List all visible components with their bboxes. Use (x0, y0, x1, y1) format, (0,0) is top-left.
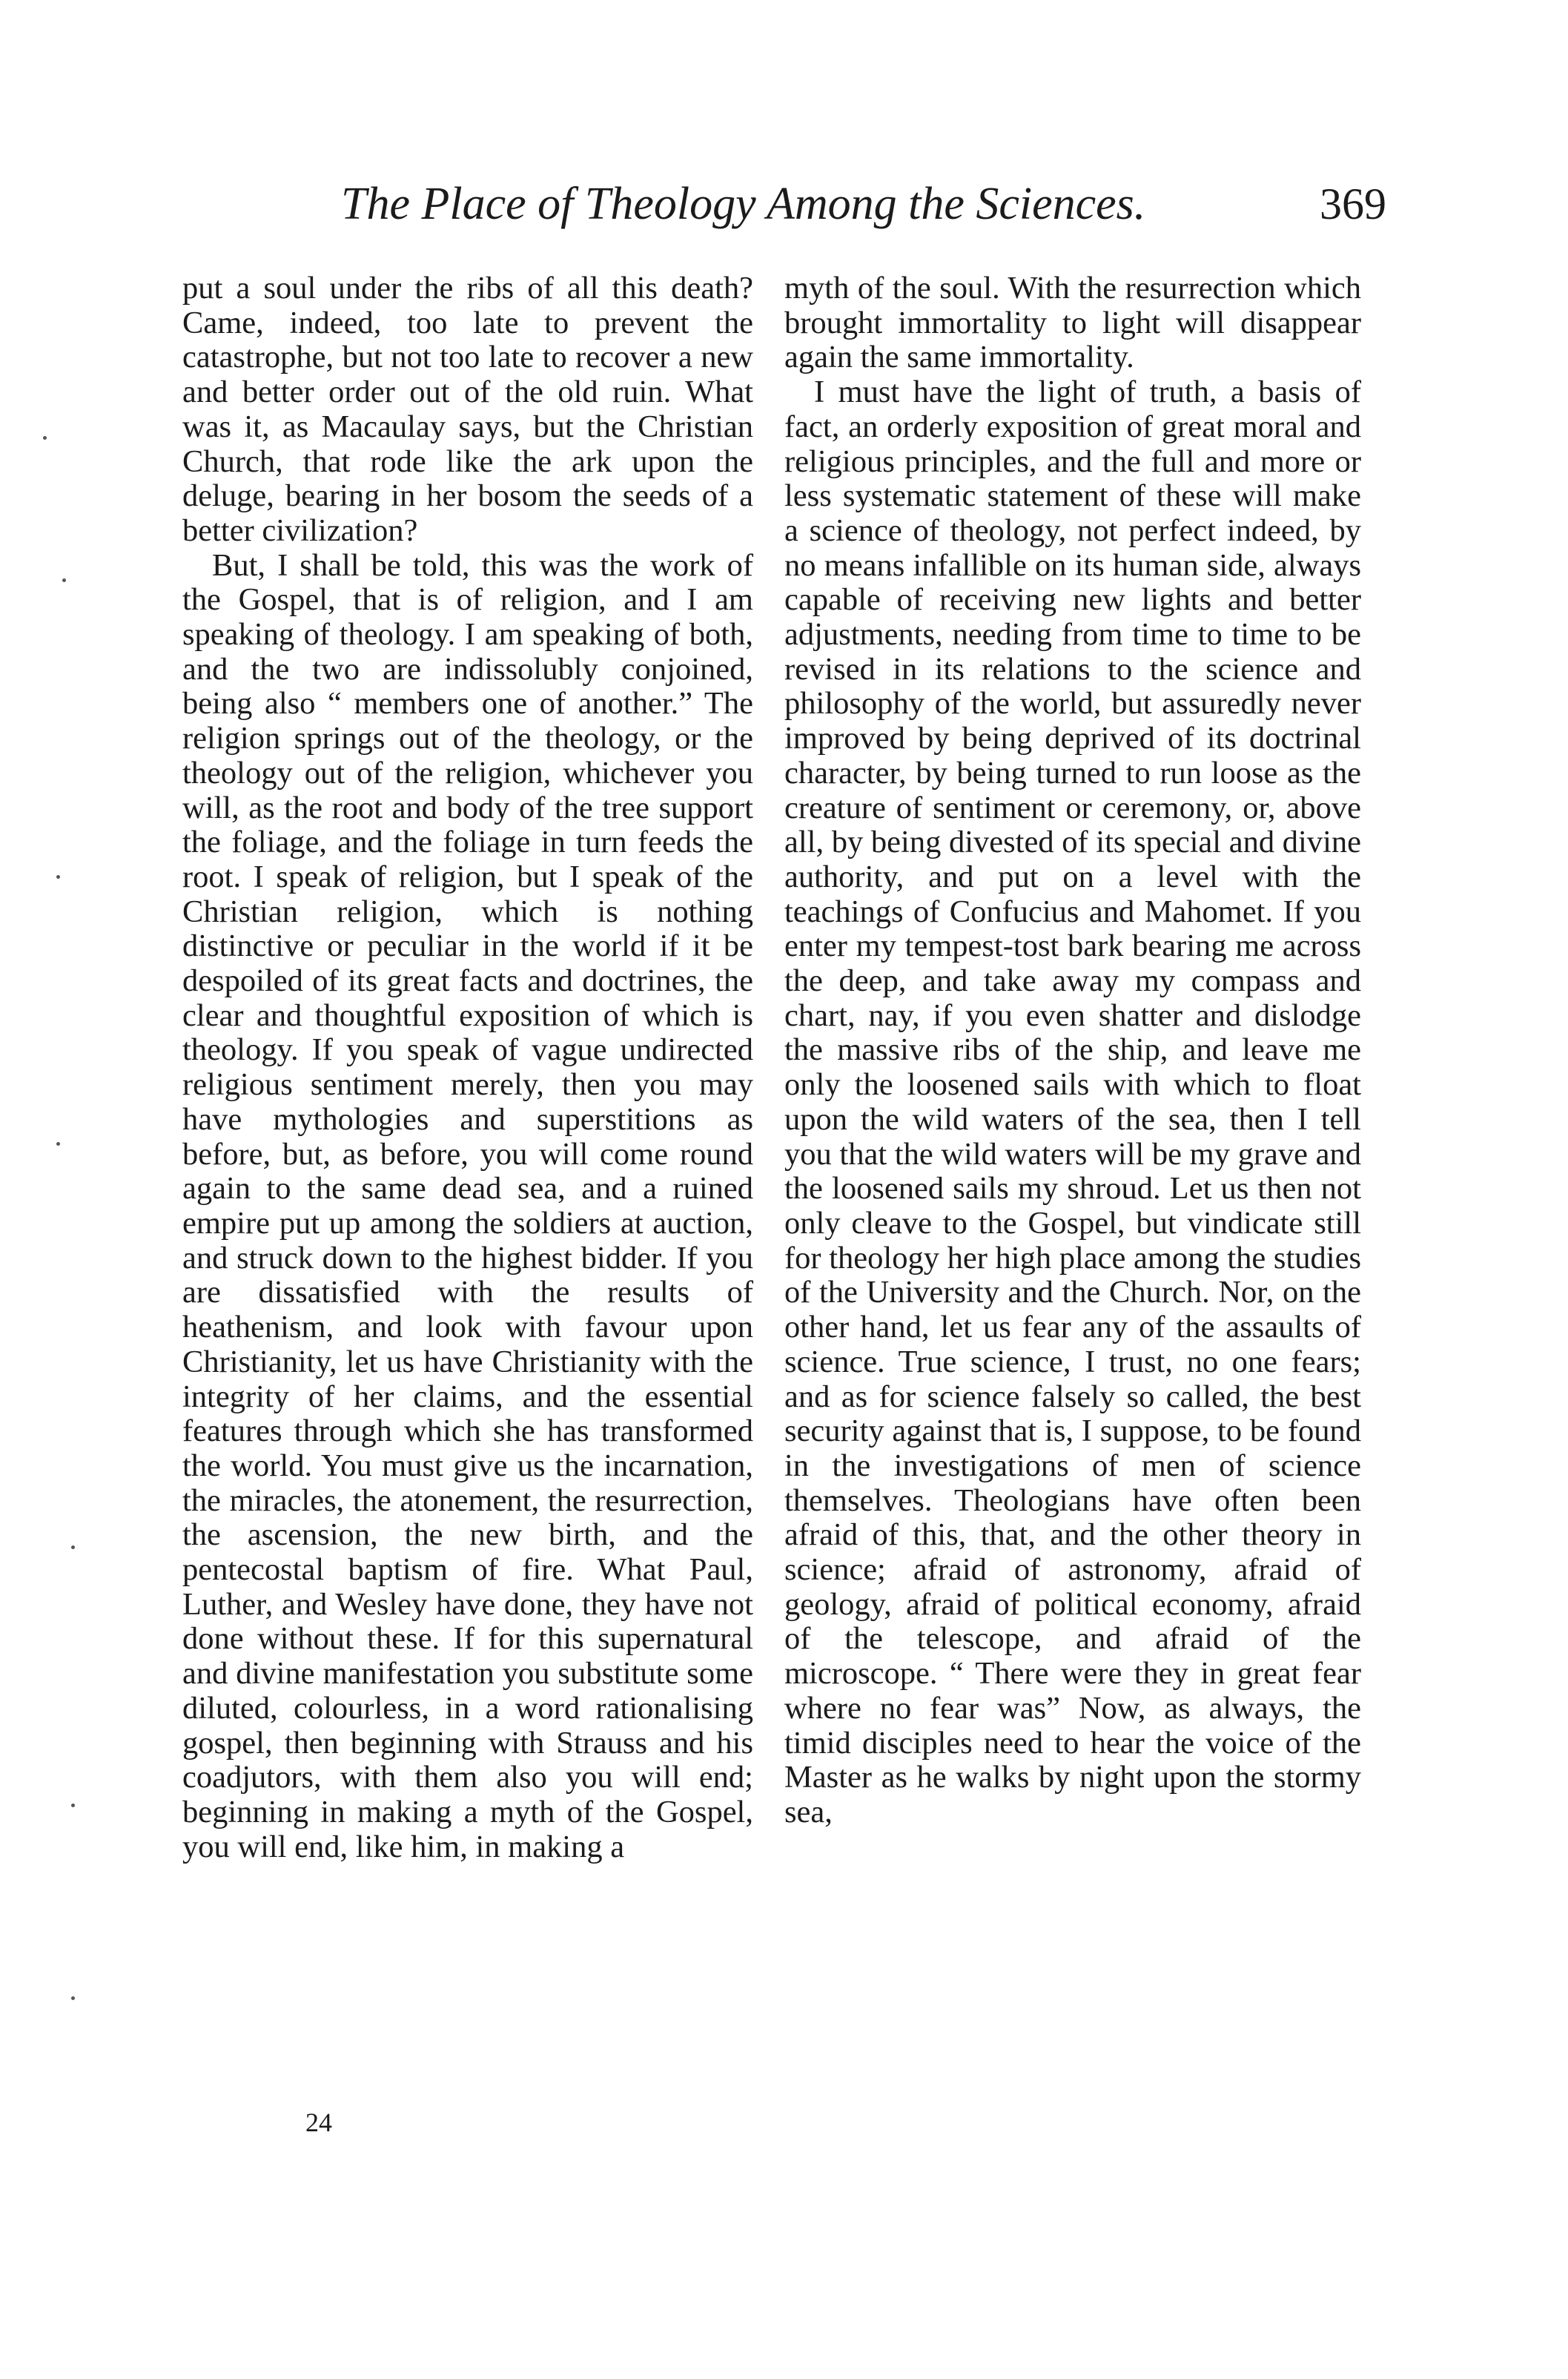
paragraph: put a soul under the ribs of all this death? Came, indeed, too late to prevent the catastrophe, but not too late to recover a new and better order out of the old ruin. What was it, as Macaulay says, but the Christian Church, that rode like the ark upon the deluge, bearing in her bosom the seeds of a better civilization? (182, 271, 753, 548)
running-title: The Place of Theology Among the Sciences. (341, 179, 1146, 229)
paragraph: But, I shall be told, this was the work of the Gospel, that is of religion, and I am speaking of theology. I am speaking of both, and the two are indissolubly conjoined, being also “ members one of another.” The religion springs out of the theology, or the theology out of the religion, whichever you will, as the root and body of the tree support the foliage, and the foliage in turn feeds the root. I speak of religion, but I speak of the Christian religion, which is nothing distinctive or peculiar in the world if it be despoiled of its great facts and doctrines, the clear and thoughtful exposition of which is theology. If you speak of vague undirected religious sentiment merely, then you may have mythologies and superstitions as before, but, as before, you will come round again to the same dead sea, and a ruined empire put up among the soldiers at auction, and struck down to the highest bidder. If you are dissatisfied with the results of heathenism, and look with favour upon Christianity, let us have Christianity with the integrity of her claims, and the essential features through which she has transformed the world. You must give us the incarnation, the miracles, the atonement, the resurrection, the ascension, the new birth, and the pentecostal baptism of fire. What Paul, Luther, and Wesley have done, they have not done without these. If for this supernatural and divine manifestation you substitute some diluted, colourless, in a word rationalising gospel, then beginning with Strauss and his coadjutors, with them also you will end; beginning in making a myth of the Gospel, you will end, like him, in making a (182, 547, 753, 1864)
right-column (784, 271, 1361, 1830)
margin-speck (43, 436, 47, 440)
running-head (341, 178, 1386, 230)
margin-speck (56, 875, 60, 879)
paragraph: myth of the soul. With the resurrection which brought immortality to light will disappear again the same immortality. (784, 271, 1361, 375)
left-column (182, 271, 753, 1864)
paragraph: I must have the light of truth, a basis of fact, an orderly exposition of great moral and religious principles, and the full and more or less systematic statement of these will make a science of theology, not perfect indeed, by no means infallible on its human side, always capable of receiving new lights and better adjustments, needing from time to time to be revised in its relations to the science and philosophy of the world, but assuredly never improved by being deprived of its doctrinal character, by being turned to run loose as the creature of sentiment or ceremony, or, above all, by being divested of its special and divine authority, and put on a level with the teachings of Confucius and Mahomet. If you enter my tempest-tost bark bearing me across the deep, and take away my compass and chart, nay, if you even shatter and dislodge the massive ribs of the ship, and leave me only the loosened sails with which to float upon the wild waters of the sea, then I tell you that the wild waters will be my grave and the loosened sails my shroud. Let us then not only cleave to the Gospel, but vindicate still for theology her high place among the studies of the University and the Church. Nor, on the other hand, let us fear any of the assaults of science. True science, I trust, no one fears; and as for science falsely so called, the best security against that is, I suppose, to be found in the investigations of men of science themselves. Theologians have often been afraid of this, that, and the other theory in science; afraid of astronomy, afraid of geology, afraid of political economy, afraid of the telescope, and afraid of the microscope. “ There were they in great fear where no fear was” Now, as always, the timid disciples need to hear the voice of the Master as he walks by night upon the stormy sea, (784, 374, 1361, 1829)
margin-speck (71, 1996, 75, 2000)
margin-speck (71, 1804, 75, 1807)
signature-mark: 24 (305, 2108, 332, 2137)
margin-speck (62, 578, 66, 582)
margin-speck (56, 1142, 60, 1146)
margin-speck (71, 1545, 75, 1549)
page-number: 369 (1320, 179, 1386, 228)
